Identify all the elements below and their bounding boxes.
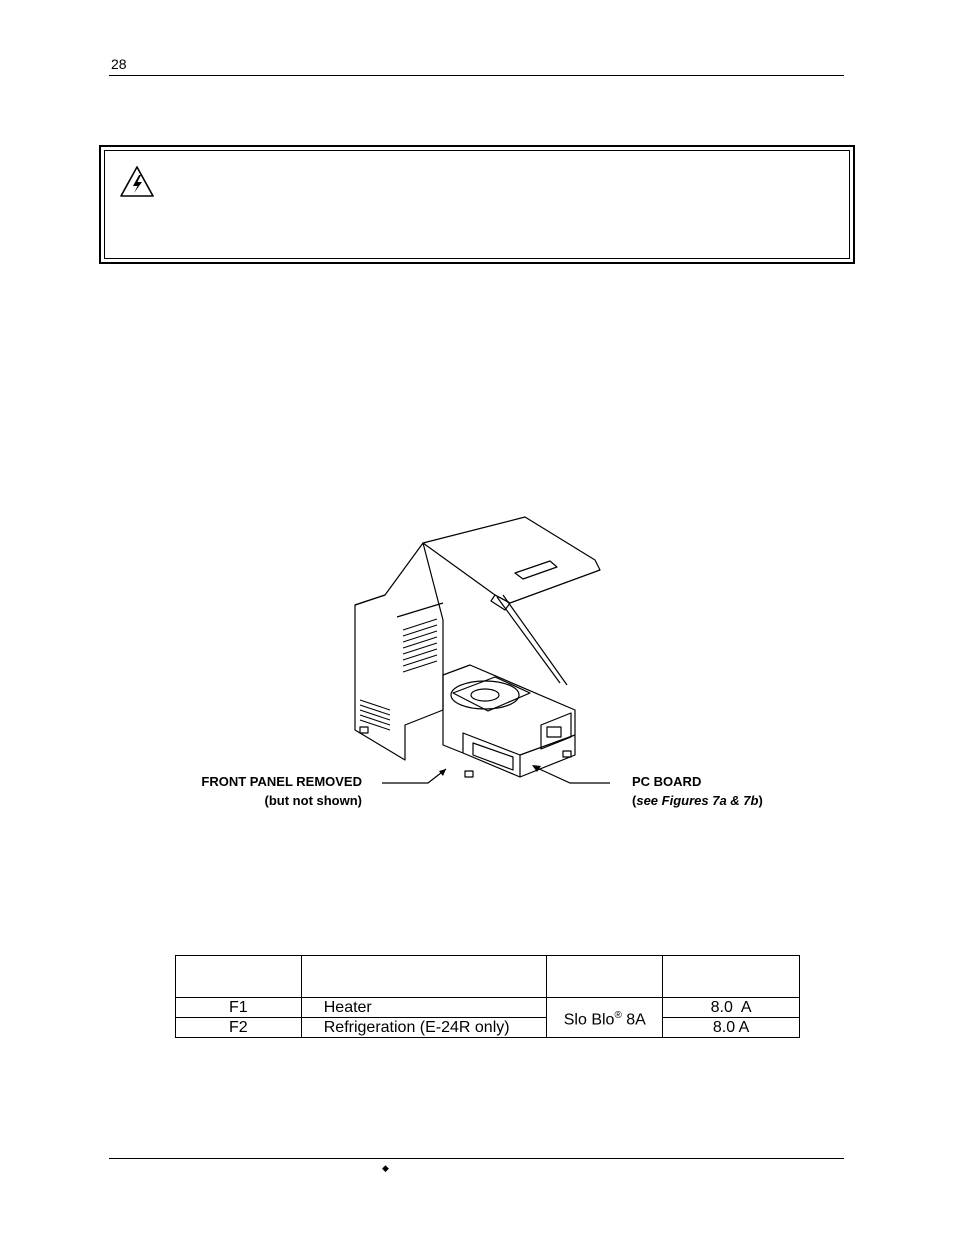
fuse-table-header	[547, 956, 663, 998]
table-row	[176, 998, 800, 1018]
shaker-figure	[345, 515, 610, 790]
fuse-circuit: Refrigeration (E-24R only)	[301, 1018, 547, 1038]
fuse-type: Slo Blo® 8A	[547, 998, 663, 1038]
warning-box-inner	[104, 150, 850, 259]
callout-front-panel	[165, 772, 362, 810]
fuse-id: F2	[176, 1018, 302, 1038]
fuse-rating: 8.0 A	[663, 1018, 800, 1038]
page-number: 28	[111, 56, 127, 72]
fuse-table-header-row	[176, 956, 800, 998]
table-row	[176, 1018, 800, 1038]
callout-front-panel-title: FRONT PANEL REMOVED	[201, 774, 362, 789]
fuse-table	[175, 955, 800, 1038]
footer-bullet: ◆	[382, 1163, 389, 1173]
callout-pc-board-title: PC BOARD	[632, 774, 702, 789]
footer-rule	[109, 1158, 844, 1159]
header-rule	[109, 75, 844, 76]
fuse-table-header	[176, 956, 302, 998]
callout-pc-board-note: (see Figures 7a & 7b)	[632, 793, 763, 808]
fuse-id: F1	[176, 998, 302, 1018]
fuse-circuit: Heater	[301, 998, 547, 1018]
fuse-rating: 8.0 A	[663, 998, 800, 1018]
callout-front-panel-note: (but not shown)	[264, 793, 362, 808]
callout-lines	[360, 755, 620, 795]
fuse-table-header	[301, 956, 547, 998]
warning-box	[99, 145, 855, 264]
callout-pc-board	[632, 772, 832, 810]
electrical-hazard-icon	[119, 165, 155, 199]
fuse-table-header	[663, 956, 800, 998]
